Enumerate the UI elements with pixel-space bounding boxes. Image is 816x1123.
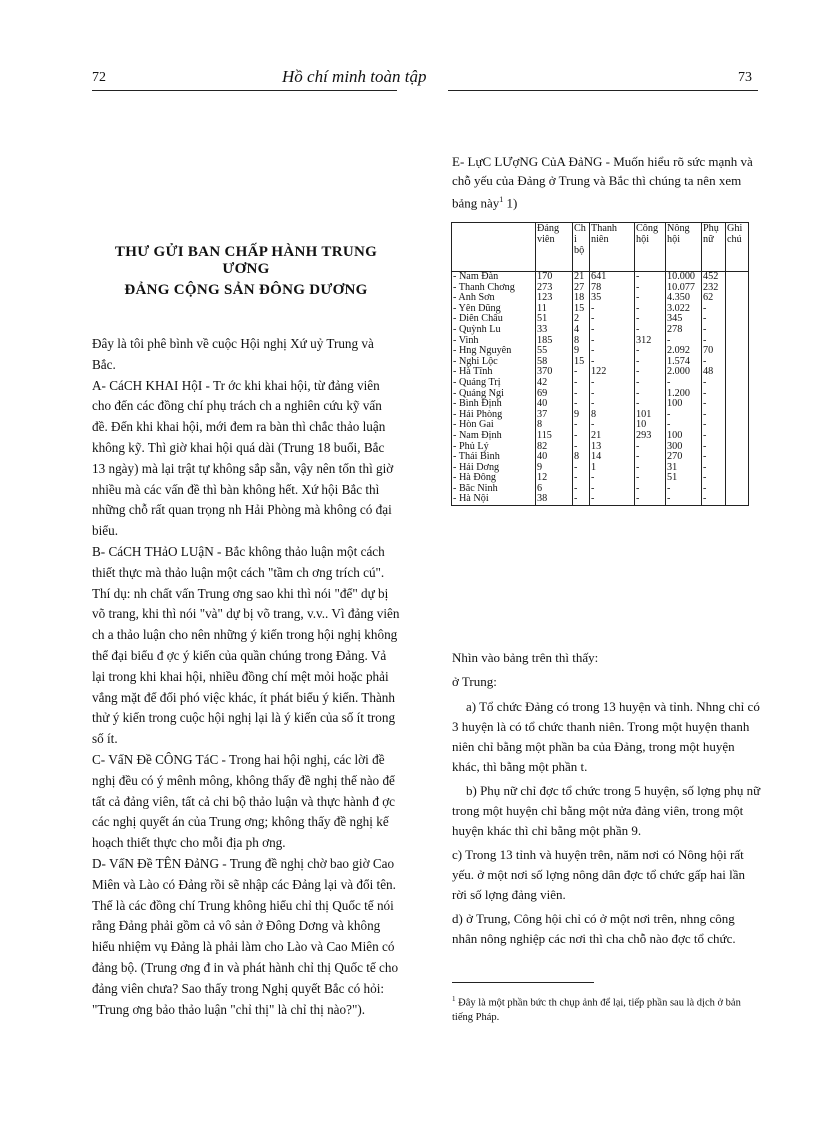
table-cell: - — [573, 389, 590, 400]
table-row-label: - Thanh Chơng — [452, 283, 536, 294]
table-cell — [726, 367, 749, 378]
table-cell — [726, 473, 749, 484]
table-cell: - — [590, 357, 635, 368]
table-cell: 48 — [702, 367, 726, 378]
table-cell: 293 — [635, 431, 666, 442]
table-cell — [726, 272, 749, 283]
table-cell — [726, 314, 749, 325]
table-cell: 452 — [702, 272, 726, 283]
point-a: a) Tổ chức Đảng có trong 13 huyện và tỉnh. Nhng chỉ có 3 huyện là có tổ chức thanh niên. Trong một huyện thanh niên chỉ bằng một phần ba của Đảng, trong một huyện khác, thì bằng một phần t. — [452, 699, 760, 774]
table-cell: - — [573, 463, 590, 474]
table-cell: 55 — [536, 346, 573, 357]
table-cell — [726, 420, 749, 431]
table-row-label: - Quảng Trị — [452, 378, 536, 389]
table-cell: - — [635, 272, 666, 283]
table-cell: - — [702, 431, 726, 442]
table-row — [452, 452, 749, 463]
table-cell: - — [635, 367, 666, 378]
table-cell — [726, 410, 749, 421]
table-cell: 270 — [666, 452, 702, 463]
table-row — [452, 304, 749, 315]
table-row-label: - Anh Sơn — [452, 293, 536, 304]
table-header-cell — [452, 223, 536, 272]
table-cell: - — [635, 346, 666, 357]
letter-title-line-2: ĐẢNG CỘNG SẢN ĐÔNG DƯƠNG — [124, 282, 368, 298]
table-row-label: - Quỳnh Lu — [452, 325, 536, 336]
table-header-cell: Ghi chú — [726, 223, 749, 272]
table-cell: - — [573, 494, 590, 505]
table-cell: 14 — [590, 452, 635, 463]
table-row — [452, 463, 749, 474]
table-cell: - — [635, 304, 666, 315]
footnote-ref: 1 — [499, 195, 504, 204]
table-cell: - — [590, 325, 635, 336]
table-cell: - — [666, 484, 702, 495]
table-row — [452, 293, 749, 304]
table-cell: - — [666, 378, 702, 389]
table-header-row — [452, 223, 749, 272]
header-rule-left — [92, 90, 397, 91]
table-cell: - — [573, 367, 590, 378]
table-row-label: - Hà Tĩnh — [452, 367, 536, 378]
table-cell: - — [666, 494, 702, 505]
table-cell: 9 — [536, 463, 573, 474]
table-cell: - — [573, 442, 590, 453]
footnote-text: Đây là một phần bức th chụp ảnh để lại, tiếp phần sau là dịch ở bản tiếng Pháp. — [452, 997, 741, 1023]
table-cell — [726, 304, 749, 315]
section-e-text: E- LựC LƯợNG CủA ĐảNG - Muốn hiểu rõ sức mạnh và chỗ yếu của Đảng ở Trung và Bắc thì chúng ta nên xem bảng này — [452, 154, 753, 211]
table-cell: 641 — [590, 272, 635, 283]
table-cell: 27 — [573, 283, 590, 294]
table-cell: - — [573, 431, 590, 442]
header-rule-right — [448, 90, 758, 91]
table-cell: 6 — [536, 484, 573, 495]
table-cell: - — [635, 283, 666, 294]
table-cell — [726, 389, 749, 400]
table-row-label: - Nghi Lộc — [452, 357, 536, 368]
table-cell: 8 — [536, 420, 573, 431]
table-cell: - — [702, 452, 726, 463]
table-cell: - — [590, 304, 635, 315]
table-cell — [726, 442, 749, 453]
table-cell: 1.200 — [666, 389, 702, 400]
table-cell: - — [635, 442, 666, 453]
table-cell — [726, 378, 749, 389]
analysis-points — [452, 697, 762, 949]
table-cell: 122 — [590, 367, 635, 378]
table-cell: 312 — [635, 336, 666, 347]
table-cell: 115 — [536, 431, 573, 442]
table-cell: - — [635, 484, 666, 495]
table-cell — [726, 399, 749, 410]
table-row-label: - Hòn Gai — [452, 420, 536, 431]
table-cell: 51 — [536, 314, 573, 325]
table-cell: 4 — [573, 325, 590, 336]
table-cell: - — [590, 473, 635, 484]
table-cell: 18 — [573, 293, 590, 304]
table-cell: - — [635, 389, 666, 400]
table-row — [452, 473, 749, 484]
table-cell: - — [702, 420, 726, 431]
table-cell: 10.077 — [666, 283, 702, 294]
table-cell: - — [702, 325, 726, 336]
table-cell: - — [573, 420, 590, 431]
table-cell: - — [635, 325, 666, 336]
table-cell — [726, 494, 749, 505]
table-row — [452, 484, 749, 495]
table-cell: - — [590, 420, 635, 431]
left-body — [92, 334, 400, 1020]
table-cell: - — [635, 494, 666, 505]
table-cell: 2 — [573, 314, 590, 325]
table-body — [452, 272, 749, 506]
table-cell: 4.350 — [666, 293, 702, 304]
table-header-cell: Công hội — [635, 223, 666, 272]
table-cell — [726, 283, 749, 294]
table-row — [452, 272, 749, 283]
table-row-label: - Bình Định — [452, 399, 536, 410]
table-cell: 35 — [590, 293, 635, 304]
table-cell: 123 — [536, 293, 573, 304]
point-d: d) ở Trung, Công hội chỉ có ở một nơi trên, nhng công nhân nông nghiệp các nơi thì cha chỗ nào đợc tổ chức. — [452, 911, 736, 946]
table-cell: - — [702, 463, 726, 474]
table-cell: 78 — [590, 283, 635, 294]
point-b: b) Phụ nữ chỉ đợc tổ chức trong 5 huyện, số lợng phụ nữ trong một huyện chỉ bằng một nửa đảng viên, trong một huyện khác thì chỉ bằng một phần 9. — [452, 783, 761, 838]
table-cell: 278 — [666, 325, 702, 336]
footnote-ref-marker: 1) — [506, 195, 518, 211]
table-row — [452, 325, 749, 336]
table-cell — [726, 357, 749, 368]
table-cell: 273 — [536, 283, 573, 294]
right-page-number: 73 — [738, 70, 752, 85]
paragraph-b: B- CáCH THảO LUậN - Bắc không thảo luận một cách thiết thực mà thảo luận một cách "tầm ch ơng trích cú". Thí dụ: nh chất vấn Trung ơng sao khi thì nói "để" dự bị võ trang, khi thì nói "và" dự bị võ trang, v.v.. Vì đảng viên ch a thảo luận cho nên những ý kiến trong hội nghị không thể đại biểu đ ợc ý kiến của quần chúng trong Đảng. Vả lại trong khi khai hội, nhiều đồng chí mệt mỏi hoặc phải vắng mặt để đối phó việc khác, ít phát biểu ý kiến. Thành thử ý kiến trong cuộc hội nghị lại là ý kiến của số ít trong số ít. — [92, 543, 400, 747]
table-row — [452, 314, 749, 325]
table-cell: 1 — [590, 463, 635, 474]
table-cell: - — [573, 378, 590, 389]
table-cell: 10.000 — [666, 272, 702, 283]
table-cell: 15 — [573, 357, 590, 368]
table-cell: - — [635, 463, 666, 474]
table-cell — [726, 346, 749, 357]
table-header-cell: Phụ nữ — [702, 223, 726, 272]
table-cell: 101 — [635, 410, 666, 421]
table-row — [452, 378, 749, 389]
table-header-cell: Đảng viên — [536, 223, 573, 272]
table-cell: 2.092 — [666, 346, 702, 357]
table-row-label: - Yên Dũng — [452, 304, 536, 315]
table-cell: 370 — [536, 367, 573, 378]
table-row-label: - Quảng Ngi — [452, 389, 536, 400]
table-cell: 62 — [702, 293, 726, 304]
table-cell: - — [590, 484, 635, 495]
table-cell: 9 — [573, 346, 590, 357]
table-row-label: - Hng Nguyên — [452, 346, 536, 357]
table-summary: Nhìn vào bảng trên thì thấy: — [452, 650, 599, 665]
table-cell: - — [702, 357, 726, 368]
table-cell: - — [590, 346, 635, 357]
table-cell: - — [590, 494, 635, 505]
table-row — [452, 336, 749, 347]
table-row-label: - Vinh — [452, 336, 536, 347]
footnote-rule — [452, 982, 594, 983]
table-cell: - — [702, 473, 726, 484]
table-cell: - — [635, 378, 666, 389]
table-cell: - — [702, 389, 726, 400]
table-cell: - — [702, 399, 726, 410]
footnote-marker: 1 — [452, 995, 456, 1003]
table-row — [452, 410, 749, 421]
table-cell: 21 — [573, 272, 590, 283]
table-row-label: - Diễn Châu — [452, 314, 536, 325]
table-cell: 10 — [635, 420, 666, 431]
point-c: c) Trong 13 tỉnh và huyện trên, năm nơi có Nông hội rất yếu. ở một nơi số lợng nông dân đợc tổ chức gấp hai lần rời số lợng đảng viên. — [452, 847, 746, 902]
table-cell: - — [590, 389, 635, 400]
table-cell: - — [590, 336, 635, 347]
party-strength-table — [451, 222, 749, 506]
table-cell: - — [666, 410, 702, 421]
table-cell: 37 — [536, 410, 573, 421]
paragraph-a: A- CáCH KHAI HộI - Tr ớc khi khai hội, từ đảng viên cho đến các đồng chí phụ trách ch a nghiên cứu kỹ vấn đề. Đến khi khai hội, mới đem ra bàn thì chắc thảo luận không kỹ. Thì giờ khai hội quá dài (Trung 18 buổi, Bắc 13 ngày) mà lại trật tự không sắp sẵn, vậy nên tốn thì giờ nhiều mà các vấn đề thì bàn không hết. Xứ hội Bắc thì những chỗ rất quan trọng nh Hải Phòng mà không có đại biểu. — [92, 377, 394, 539]
table-row — [452, 442, 749, 453]
section-e-intro — [452, 152, 760, 212]
table-cell: 3.022 — [666, 304, 702, 315]
table-cell — [726, 484, 749, 495]
table-cell: - — [573, 399, 590, 410]
table-cell: - — [702, 494, 726, 505]
table-cell — [726, 325, 749, 336]
table-cell: 15 — [573, 304, 590, 315]
table-row — [452, 399, 749, 410]
table-cell: 31 — [666, 463, 702, 474]
table-header-cell: Ch i bộ — [573, 223, 590, 272]
table-cell: - — [635, 314, 666, 325]
table-row — [452, 389, 749, 400]
table-row — [452, 357, 749, 368]
table-cell: 69 — [536, 389, 573, 400]
table-cell: - — [702, 484, 726, 495]
table-cell — [726, 336, 749, 347]
table-cell: - — [702, 314, 726, 325]
table-cell: - — [702, 442, 726, 453]
table-header-cell: Thanh niên — [590, 223, 635, 272]
table-cell: 232 — [702, 283, 726, 294]
left-page-number: 72 — [92, 70, 106, 85]
table-cell: 8 — [573, 452, 590, 463]
running-title: Hồ chí minh toàn tập — [282, 67, 427, 86]
table-row-label: - Hải Phòng — [452, 410, 536, 421]
table-row-label: - Bắc Ninh — [452, 484, 536, 495]
table-cell: 8 — [573, 336, 590, 347]
table-cell: 170 — [536, 272, 573, 283]
table-cell: - — [635, 399, 666, 410]
paragraph-d: D- VấN Đề TÊN ĐảNG - Trung đề nghị chờ bao giờ Cao Miên và Lào có Đảng rồi sẽ nhập các Đảng lại và đổi tên. Thế là các đồng chí Trung không hiểu chỉ thị Quốc tế nói rằng Đảng phải gồm cả vô sản ở Đông Dơng và không hiểu nhiệm vụ Đảng là phải làm cho Lào và Cao Miên có đảng bộ. (Trung ơng đ in và phát hành chỉ thị Quốc tế cho đảng viên chưa? Sao thấy trong Nghị quyết Bắc có hỏi: "Trung ơng bảo thảo luận "chỉ thị" là chỉ thị nào?"). — [92, 855, 399, 1017]
table-cell: - — [702, 410, 726, 421]
table-cell: - — [635, 293, 666, 304]
table-row-label: - Hà Nội — [452, 494, 536, 505]
table-cell — [726, 452, 749, 463]
table-row — [452, 346, 749, 357]
table-cell: - — [590, 378, 635, 389]
table-cell: 40 — [536, 399, 573, 410]
table-cell: 40 — [536, 452, 573, 463]
o-trung-heading: ở Trung: — [452, 674, 497, 689]
table-cell: - — [635, 357, 666, 368]
table-cell — [726, 431, 749, 442]
table-cell: 21 — [590, 431, 635, 442]
table-cell: 58 — [536, 357, 573, 368]
table-cell: 70 — [702, 346, 726, 357]
table-cell — [726, 463, 749, 474]
letter-title-line-1: THƯ GỬI BAN CHẤP HÀNH TRUNG ƯƠNG — [114, 244, 378, 277]
table-cell: 13 — [590, 442, 635, 453]
table-row-label: - Nam Đàn — [452, 272, 536, 283]
table-cell: - — [702, 336, 726, 347]
paragraph-intro: Đây là tôi phê bình về cuộc Hội nghị Xứ uỷ Trung và Bắc. — [92, 336, 374, 372]
paragraph-c: C- VấN Đề CÔNG TáC - Trong hai hội nghị, các lời đề nghị đều có ý mênh mông, không thấy đề nghị thế nào để tất cả đảng viên, tất cả chi bộ thảo luận và thực hành đ ợc các nghị quyết án của Trung ơng; không thấy đề nghị kế hoạch thiết thực cho mỗi địa ph ơng. — [92, 751, 396, 851]
table-cell: 300 — [666, 442, 702, 453]
table-cell: - — [666, 420, 702, 431]
table-row-label: - Thái Bình — [452, 452, 536, 463]
table-cell: - — [573, 484, 590, 495]
table-header-cell: Nông hội — [666, 223, 702, 272]
table-cell: 82 — [536, 442, 573, 453]
table-row — [452, 367, 749, 378]
table-row — [452, 283, 749, 294]
table-row — [452, 420, 749, 431]
table-cell: 33 — [536, 325, 573, 336]
table-row-label: - Phủ Lý — [452, 442, 536, 453]
table-cell: - — [635, 473, 666, 484]
table-row-label: - Hà Đông — [452, 473, 536, 484]
table-cell: 38 — [536, 494, 573, 505]
table-cell: 42 — [536, 378, 573, 389]
table-row — [452, 431, 749, 442]
table-cell: - — [590, 399, 635, 410]
table-cell — [726, 293, 749, 304]
table-cell: 11 — [536, 304, 573, 315]
table-cell: 185 — [536, 336, 573, 347]
table-cell: - — [702, 304, 726, 315]
table-cell: - — [635, 452, 666, 463]
table-cell: - — [702, 378, 726, 389]
table-cell: 100 — [666, 431, 702, 442]
table-cell: 9 — [573, 410, 590, 421]
table-cell: 100 — [666, 399, 702, 410]
footnote — [452, 992, 762, 1025]
table-cell: 51 — [666, 473, 702, 484]
table-cell: 12 — [536, 473, 573, 484]
table-cell: 345 — [666, 314, 702, 325]
table-cell: 8 — [590, 410, 635, 421]
table-cell: 1.574 — [666, 357, 702, 368]
table-row — [452, 494, 749, 505]
table-cell: - — [666, 336, 702, 347]
table-cell: 2.000 — [666, 367, 702, 378]
table-cell: - — [573, 473, 590, 484]
table-row-label: - Hải Dơng — [452, 463, 536, 474]
table-cell: - — [590, 314, 635, 325]
table-row-label: - Nam Định — [452, 431, 536, 442]
